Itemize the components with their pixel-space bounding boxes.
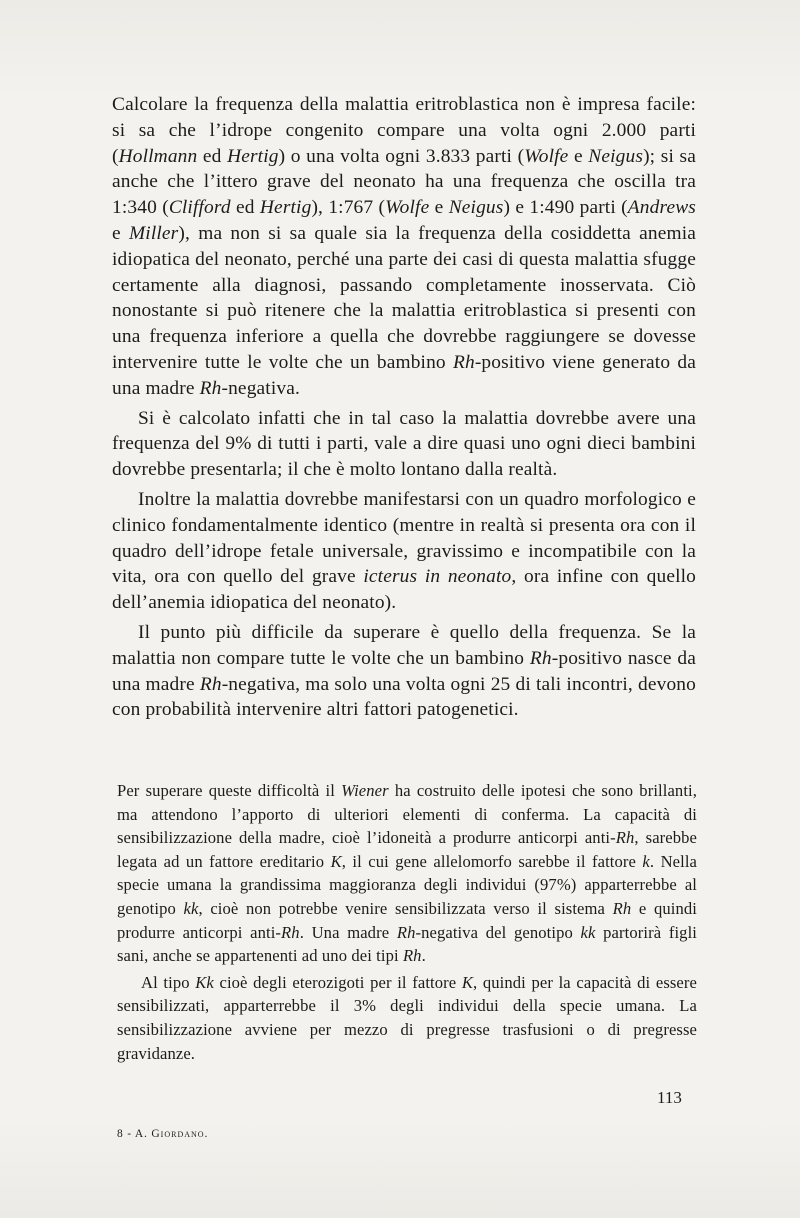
note-paragraph-2: Al tipo Kk cioè degli eterozigoti per il fattore K, quindi per la capacità di essere sensibilizzati, apparterrebbe il 3% degli individui della specie umana. La sensibilizzazione avviene per mezzo di pregresse trasfusioni o di pregresse gravidanze. <box>117 972 697 1063</box>
paragraph-1: Calcolare la frequenza della malattia eritroblastica non è impresa facile: si sa che l’idrope congenito compare una volta ogni 2.000 parti (Hollmann ed Hertig) o una volta ogni 3.833 parti (Wolfe e Neigus); si sa anche che l’ittero grave del neonato ha una frequenza che oscilla tra 1:340 (Clifford ed Hertig), 1:767 (Wolfe e Neigus) e 1:490 parti (Andrews e Miller), ma non si sa quale sia la frequenza della cosiddetta anemia idiopatica del neonato, perché una parte dei casi di questa malattia sfugge certamente alla diagnosi, passando completamente inosservata. Ciò nonostante si può ritenere che la malattia eritroblastica si presenti con una frequenza inferiore a quella che dovrebbe raggiungere se dovesse intervenire tutte le volte che un bambino Rh-positivo viene generato da una madre Rh-negativa. <box>112 94 696 399</box>
signature-line: 8 - A. Giordano. <box>117 1128 209 1140</box>
paragraph-4: Il punto più difficile da superare è quello della frequenza. Se la malattia non compare tutte le volte che un bambino Rh-positivo nasce da una madre Rh-negativa, ma solo una volta ogni 25 di tali incontri, devono con probabilità intervenire altri fattori patogenetici. <box>112 621 697 721</box>
main-body-text <box>112 92 696 723</box>
paragraph-3: Inoltre la malattia dovrebbe manifestarsi con un quadro morfologico e clinico fondamentalmente identico (mentre in realtà si presenta ora con il quadro dell’idrope fetale universale, gravissimo e incompatibile con la vita, ora con quello del grave icterus in neonato, ora infine con quello dell’anemia idiopatica del neonato). <box>112 488 697 614</box>
note-text <box>117 779 697 1065</box>
page-number: 113 <box>657 1088 682 1107</box>
note-paragraph-1: Per superare queste difficoltà il Wiener ha costruito delle ipotesi che sono brillanti, ma attendono l’apporto di ulteriori elementi di conferma. La capacità di sensibilizzazione della madre, cioè l’idoneità a produrre anticorpi anti-Rh, sarebbe legata ad un fattore ereditario K, il cui gene allelomorfo sarebbe il fattore k. Nella specie umana la grandissima maggioranza degli individui (97%) apparterrebbe al genotipo kk, cioè non potrebbe venire sensibilizzata verso il sistema Rh e quindi produrre anticorpi anti-Rh. Una madre Rh-negativa del genotipo kk partorirà figli sani, anche se appartenenti ad uno dei tipi Rh. <box>117 781 698 966</box>
paragraph-2: Si è calcolato infatti che in tal caso la malattia dovrebbe avere una frequenza del 9% di tutti i parti, vale a dire quasi uno ogni dieci bambini dovrebbe presentarla; il che è molto lontano dalla realtà. <box>112 407 696 481</box>
